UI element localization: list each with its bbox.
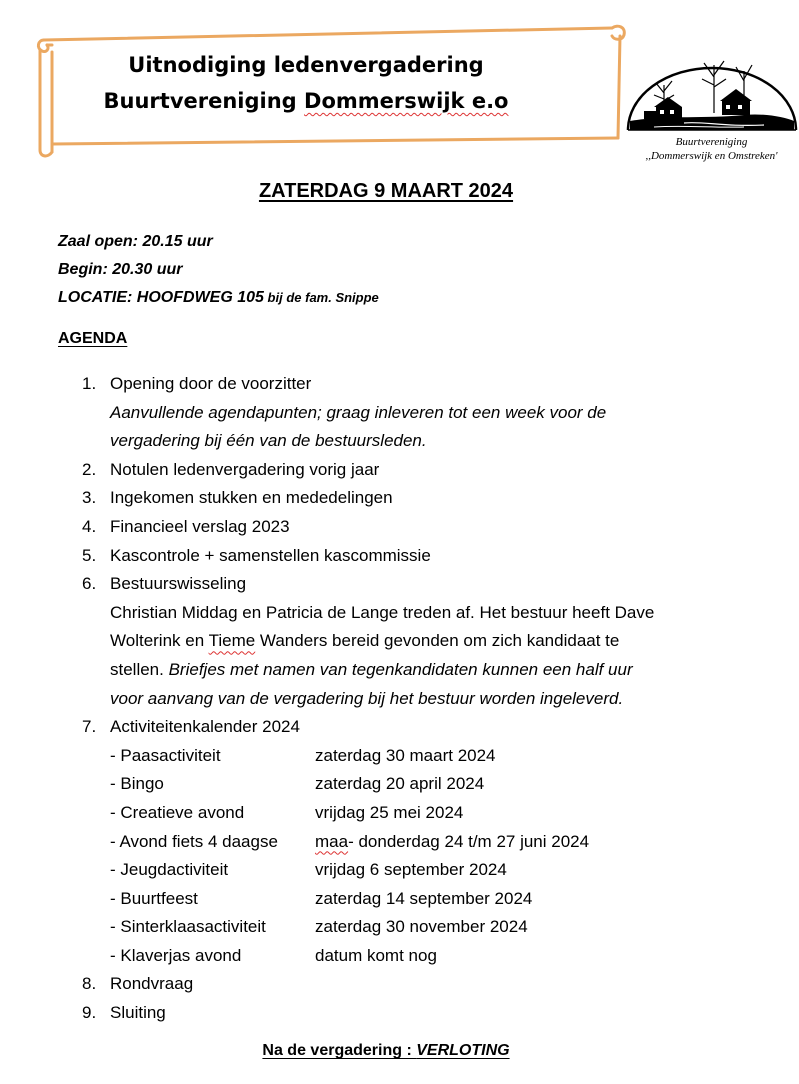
item-note: [0, 399, 799, 428]
note-text-italic: Briefjes met namen van tegenkandidaten kunnen een half uur: [168, 659, 633, 679]
activity-date: datum komt nog: [315, 945, 437, 965]
agenda-heading: AGENDA: [58, 330, 128, 347]
activity-name: - Creatieve avond: [110, 802, 245, 822]
item-number: 9.: [82, 1003, 97, 1023]
item-number: 3.: [82, 488, 97, 508]
activity-name: - Bingo: [110, 774, 164, 794]
note-line: Aanvullende agendapunten; graag inleveren tot een week voor de: [110, 402, 607, 422]
footer-text: Na de vergadering :: [262, 1042, 417, 1059]
zaal-open: Zaal open: 20.15 uur: [58, 233, 213, 250]
begin-time: Begin: 20.30 uur: [58, 261, 183, 278]
activity-date: zaterdag 30 november 2024: [315, 917, 528, 937]
item-note: [0, 599, 799, 628]
activity-row: [0, 828, 799, 857]
item-number: 6.: [82, 574, 97, 594]
item-text: Kascontrole + samenstellen kascommissie: [110, 545, 431, 565]
activity-date: vrijdag 25 mei 2024: [315, 802, 464, 822]
item-text: Rondvraag: [110, 974, 194, 994]
list-item: [0, 542, 799, 571]
list-item: [0, 370, 799, 399]
banner-line2-part: Buurtvereniging: [103, 89, 305, 113]
note-line: Christian Middag en Patricia de Lange treden af. Het bestuur heeft Dave: [110, 602, 655, 622]
agenda-list: [0, 370, 799, 1028]
activity-name: - Sinterklaasactiviteit: [110, 917, 266, 937]
note-line: vergadering bij één van de bestuursleden.: [110, 431, 427, 451]
item-note: [0, 627, 799, 656]
banner-line2-name: Dommerswijk e.o: [304, 89, 509, 113]
note-name: Tieme: [208, 631, 256, 651]
footer-note: [0, 1042, 772, 1060]
activity-date: zaterdag 14 september 2024: [315, 888, 533, 908]
banner-title-line2: [64, 85, 548, 117]
item-text: Notulen ledenvergadering vorig jaar: [110, 459, 380, 479]
activity-name: - Paasactiviteit: [110, 745, 221, 765]
item-number: 5.: [82, 545, 97, 565]
activity-name: - Buurtfeest: [110, 888, 198, 908]
activity-date-part: - donderdag 24 t/m 27 juni 2024: [348, 831, 590, 851]
activity-name: - Avond fiets 4 daagse: [110, 831, 278, 851]
item-number: 8.: [82, 974, 97, 994]
item-note: [0, 685, 799, 714]
activity-row: [0, 742, 799, 771]
activity-date: [315, 828, 589, 857]
activity-date-part: maa: [315, 831, 349, 851]
banner-title-line1: Uitnodiging ledenvergadering: [128, 53, 484, 77]
activity-name: - Jeugdactiviteit: [110, 860, 229, 880]
list-item: [0, 970, 799, 999]
item-number: 2.: [82, 459, 97, 479]
activity-date: zaterdag 20 april 2024: [315, 774, 485, 794]
item-number: 7.: [82, 717, 97, 737]
footer-highlight: VERLOTING: [416, 1042, 510, 1059]
list-item: [0, 999, 799, 1028]
item-text: Financieel verslag 2023: [110, 516, 290, 536]
note-text: Wanders bereid gevonden om zich kandidaat te: [255, 631, 620, 651]
item-text: Sluiting: [110, 1003, 166, 1023]
note-line: [110, 627, 619, 656]
activity-date: vrijdag 6 september 2024: [315, 860, 507, 880]
list-item: [0, 456, 799, 485]
activity-row: [0, 799, 799, 828]
location-address: LOCATIE: HOOFDWEG 105: [58, 289, 264, 306]
activity-row: [0, 770, 799, 799]
note-text: Wolterink en: [110, 631, 209, 651]
note-line: [110, 656, 633, 685]
item-note: [0, 656, 799, 685]
activity-name: - Klaverjas avond: [110, 945, 242, 965]
item-text: Activiteitenkalender 2024: [110, 717, 300, 737]
list-item: [0, 513, 799, 542]
item-note: [0, 427, 799, 456]
logo-caption-line2: ,,Dommerswijk en Omstreken': [645, 150, 778, 162]
list-item: [0, 713, 799, 742]
note-line: voor aanvang van de vergadering bij het bestuur worden ingeleverd.: [110, 688, 624, 708]
activity-date: zaterdag 30 maart 2024: [315, 745, 496, 765]
item-number: 1.: [82, 374, 97, 393]
item-text: Ingekomen stukken en mededelingen: [110, 488, 393, 508]
item-text: Bestuurswisseling: [110, 574, 247, 594]
location-detail: bij de fam. Snippe: [263, 290, 379, 305]
activity-row: [0, 913, 799, 942]
location: [58, 288, 379, 308]
list-item: [0, 570, 799, 599]
activity-row: [0, 856, 799, 885]
note-text: stellen.: [110, 659, 169, 679]
logo-caption-line1: Buurtvereniging: [675, 136, 748, 148]
list-item: [0, 484, 799, 513]
item-number: 4.: [82, 516, 97, 536]
item-text: Opening door de voorzitter: [110, 374, 312, 393]
meeting-date: ZATERDAG 9 MAART 2024: [258, 180, 514, 202]
activity-row: [0, 942, 799, 971]
activity-row: [0, 885, 799, 914]
